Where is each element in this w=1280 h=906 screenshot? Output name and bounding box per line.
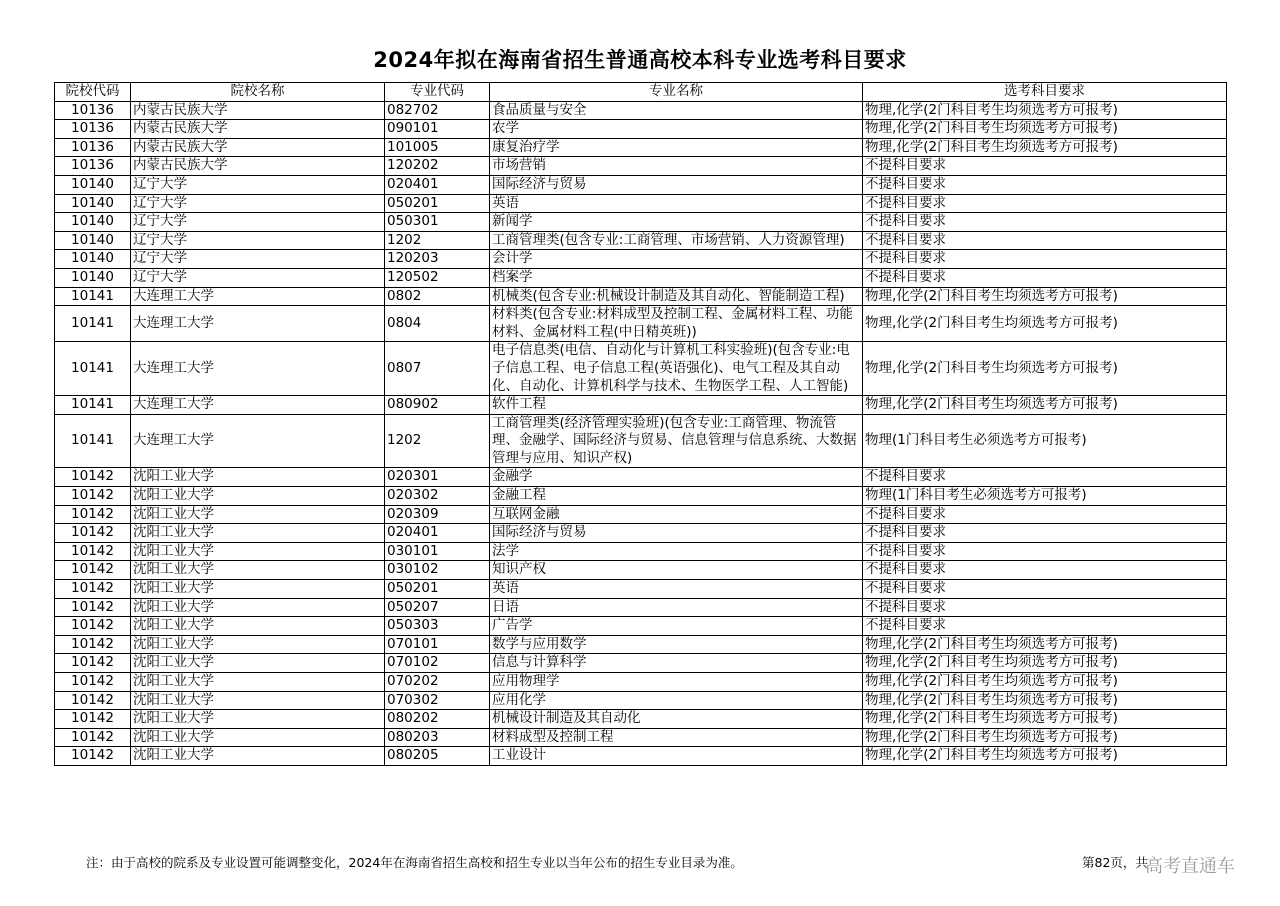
table-row xyxy=(55,487,1227,506)
cell-school-code: 10142 xyxy=(55,710,131,729)
cell-major-code: 050201 xyxy=(385,194,490,213)
cell-major-code: 120203 xyxy=(385,250,490,269)
cell-major-code: 080202 xyxy=(385,710,490,729)
cell-major-name: 英语 xyxy=(490,580,863,599)
table-row xyxy=(55,120,1227,139)
cell-major-name: 工业设计 xyxy=(490,747,863,766)
table-row xyxy=(55,138,1227,157)
cell-school-code: 10142 xyxy=(55,635,131,654)
cell-school-code: 10136 xyxy=(55,138,131,157)
cell-subject-requirement: 不提科目要求 xyxy=(863,231,1227,250)
cell-school-code: 10142 xyxy=(55,505,131,524)
cell-subject-requirement: 不提科目要求 xyxy=(863,524,1227,543)
cell-school-code: 10141 xyxy=(55,342,131,396)
cell-subject-requirement: 物理,化学(2门科目考生均须选考方可报考) xyxy=(863,654,1227,673)
cell-major-name: 英语 xyxy=(490,194,863,213)
cell-school-code: 10142 xyxy=(55,617,131,636)
table-row xyxy=(55,542,1227,561)
table-row xyxy=(55,342,1227,396)
cell-major-code: 1202 xyxy=(385,414,490,468)
cell-school-code: 10141 xyxy=(55,396,131,415)
cell-school-name: 辽宁大学 xyxy=(131,231,385,250)
cell-major-code: 070102 xyxy=(385,654,490,673)
cell-school-name: 沈阳工业大学 xyxy=(131,487,385,506)
table-row xyxy=(55,580,1227,599)
cell-major-name: 法学 xyxy=(490,542,863,561)
cell-major-code: 070302 xyxy=(385,691,490,710)
cell-subject-requirement: 不提科目要求 xyxy=(863,505,1227,524)
cell-school-name: 沈阳工业大学 xyxy=(131,598,385,617)
cell-major-name: 材料类(包含专业:材料成型及控制工程、金属材料工程、功能材料、金属材料工程(中日精英班)) xyxy=(490,306,863,342)
cell-subject-requirement: 不提科目要求 xyxy=(863,194,1227,213)
cell-school-name: 沈阳工业大学 xyxy=(131,524,385,543)
cell-school-name: 内蒙古民族大学 xyxy=(131,157,385,176)
cell-major-code: 080203 xyxy=(385,728,490,747)
cell-school-name: 大连理工大学 xyxy=(131,342,385,396)
cell-school-name: 沈阳工业大学 xyxy=(131,617,385,636)
page-number: 第82页，共 xyxy=(1082,855,1148,870)
cell-school-name: 大连理工大学 xyxy=(131,414,385,468)
table-row xyxy=(55,468,1227,487)
cell-school-name: 沈阳工业大学 xyxy=(131,654,385,673)
cell-school-name: 内蒙古民族大学 xyxy=(131,120,385,139)
cell-school-name: 内蒙古民族大学 xyxy=(131,101,385,120)
cell-subject-requirement: 不提科目要求 xyxy=(863,268,1227,287)
cell-major-code: 080902 xyxy=(385,396,490,415)
cell-school-name: 辽宁大学 xyxy=(131,213,385,232)
cell-subject-requirement: 不提科目要求 xyxy=(863,213,1227,232)
cell-major-name: 金融工程 xyxy=(490,487,863,506)
cell-subject-requirement: 物理,化学(2门科目考生均须选考方可报考) xyxy=(863,747,1227,766)
table-row xyxy=(55,231,1227,250)
cell-school-name: 辽宁大学 xyxy=(131,268,385,287)
cell-major-name: 会计学 xyxy=(490,250,863,269)
cell-school-code: 10142 xyxy=(55,580,131,599)
cell-major-code: 0807 xyxy=(385,342,490,396)
table-row xyxy=(55,691,1227,710)
cell-major-code: 050201 xyxy=(385,580,490,599)
table-row xyxy=(55,175,1227,194)
cell-school-code: 10141 xyxy=(55,287,131,306)
cell-subject-requirement: 物理,化学(2门科目考生均须选考方可报考) xyxy=(863,287,1227,306)
cell-major-code: 120502 xyxy=(385,268,490,287)
cell-major-code: 030101 xyxy=(385,542,490,561)
cell-subject-requirement: 不提科目要求 xyxy=(863,617,1227,636)
cell-major-code: 080205 xyxy=(385,747,490,766)
cell-school-name: 沈阳工业大学 xyxy=(131,728,385,747)
cell-subject-requirement: 物理,化学(2门科目考生均须选考方可报考) xyxy=(863,673,1227,692)
page-title: 2024年拟在海南省招生普通高校本科专业选考科目要求 xyxy=(373,48,907,72)
table-row xyxy=(55,194,1227,213)
table-body xyxy=(55,101,1227,765)
cell-subject-requirement: 不提科目要求 xyxy=(863,561,1227,580)
cell-major-name: 软件工程 xyxy=(490,396,863,415)
cell-subject-requirement: 物理,化学(2门科目考生均须选考方可报考) xyxy=(863,306,1227,342)
cell-major-name: 知识产权 xyxy=(490,561,863,580)
cell-school-name: 辽宁大学 xyxy=(131,175,385,194)
cell-school-code: 10142 xyxy=(55,728,131,747)
cell-school-name: 大连理工大学 xyxy=(131,306,385,342)
cell-school-name: 内蒙古民族大学 xyxy=(131,138,385,157)
cell-major-name: 工商管理类(经济管理实验班)(包含专业:工商管理、物流管理、金融学、国际经济与贸易、信息管理与信息系统、大数据管理与应用、知识产权) xyxy=(490,414,863,468)
cell-school-name: 沈阳工业大学 xyxy=(131,468,385,487)
cell-school-code: 10142 xyxy=(55,673,131,692)
cell-subject-requirement: 不提科目要求 xyxy=(863,157,1227,176)
cell-major-code: 020302 xyxy=(385,487,490,506)
cell-major-code: 120202 xyxy=(385,157,490,176)
watermark: 高考直通车 xyxy=(1145,856,1235,877)
cell-major-name: 应用化学 xyxy=(490,691,863,710)
cell-subject-requirement: 不提科目要求 xyxy=(863,580,1227,599)
cell-subject-requirement: 物理,化学(2门科目考生均须选考方可报考) xyxy=(863,396,1227,415)
cell-subject-requirement: 物理(1门科目考生必须选考方可报考) xyxy=(863,414,1227,468)
cell-school-name: 大连理工大学 xyxy=(131,287,385,306)
cell-school-code: 10142 xyxy=(55,654,131,673)
cell-major-name: 国际经济与贸易 xyxy=(490,524,863,543)
cell-subject-requirement: 不提科目要求 xyxy=(863,250,1227,269)
cell-school-code: 10136 xyxy=(55,120,131,139)
cell-school-name: 沈阳工业大学 xyxy=(131,710,385,729)
cell-major-name: 信息与计算科学 xyxy=(490,654,863,673)
cell-major-name: 互联网金融 xyxy=(490,505,863,524)
footnote: 注：由于高校的院系及专业设置可能调整变化，2024年在海南省招生高校和招生专业以当年公布的招生专业目录为准。 xyxy=(86,855,743,870)
cell-major-name: 应用物理学 xyxy=(490,673,863,692)
cell-school-code: 10140 xyxy=(55,231,131,250)
cell-subject-requirement: 不提科目要求 xyxy=(863,175,1227,194)
cell-subject-requirement: 物理,化学(2门科目考生均须选考方可报考) xyxy=(863,342,1227,396)
table-row xyxy=(55,250,1227,269)
table-row xyxy=(55,157,1227,176)
cell-major-code: 0802 xyxy=(385,287,490,306)
cell-school-code: 10142 xyxy=(55,561,131,580)
header-major-name: 专业名称 xyxy=(490,83,863,102)
cell-school-name: 辽宁大学 xyxy=(131,250,385,269)
cell-school-name: 沈阳工业大学 xyxy=(131,635,385,654)
cell-school-name: 沈阳工业大学 xyxy=(131,542,385,561)
table-row xyxy=(55,635,1227,654)
cell-major-code: 070101 xyxy=(385,635,490,654)
cell-school-code: 10142 xyxy=(55,691,131,710)
table-row xyxy=(55,561,1227,580)
cell-subject-requirement: 不提科目要求 xyxy=(863,598,1227,617)
cell-major-name: 数学与应用数学 xyxy=(490,635,863,654)
table-row xyxy=(55,505,1227,524)
cell-school-code: 10141 xyxy=(55,414,131,468)
cell-school-code: 10136 xyxy=(55,157,131,176)
table-row xyxy=(55,287,1227,306)
cell-school-name: 沈阳工业大学 xyxy=(131,747,385,766)
cell-school-code: 10142 xyxy=(55,542,131,561)
cell-major-code: 030102 xyxy=(385,561,490,580)
table-row xyxy=(55,617,1227,636)
cell-major-code: 050207 xyxy=(385,598,490,617)
table-row xyxy=(55,728,1227,747)
cell-major-name: 食品质量与安全 xyxy=(490,101,863,120)
table-row xyxy=(55,710,1227,729)
cell-subject-requirement: 物理,化学(2门科目考生均须选考方可报考) xyxy=(863,691,1227,710)
cell-school-code: 10140 xyxy=(55,213,131,232)
cell-major-code: 090101 xyxy=(385,120,490,139)
cell-subject-requirement: 物理,化学(2门科目考生均须选考方可报考) xyxy=(863,138,1227,157)
cell-major-code: 101005 xyxy=(385,138,490,157)
header-subject-requirement: 选考科目要求 xyxy=(863,83,1227,102)
cell-major-name: 农学 xyxy=(490,120,863,139)
cell-major-name: 机械设计制造及其自动化 xyxy=(490,710,863,729)
cell-major-code: 050303 xyxy=(385,617,490,636)
cell-school-name: 大连理工大学 xyxy=(131,396,385,415)
cell-major-name: 广告学 xyxy=(490,617,863,636)
cell-school-name: 沈阳工业大学 xyxy=(131,505,385,524)
table-row xyxy=(55,396,1227,415)
table-row xyxy=(55,414,1227,468)
cell-major-code: 020301 xyxy=(385,468,490,487)
cell-major-name: 国际经济与贸易 xyxy=(490,175,863,194)
table-row xyxy=(55,268,1227,287)
table-row xyxy=(55,524,1227,543)
cell-school-code: 10142 xyxy=(55,468,131,487)
cell-major-name: 档案学 xyxy=(490,268,863,287)
cell-school-code: 10142 xyxy=(55,598,131,617)
table-row xyxy=(55,101,1227,120)
cell-subject-requirement: 物理,化学(2门科目考生均须选考方可报考) xyxy=(863,728,1227,747)
cell-major-name: 机械类(包含专业:机械设计制造及其自动化、智能制造工程) xyxy=(490,287,863,306)
cell-school-code: 10140 xyxy=(55,268,131,287)
cell-major-name: 康复治疗学 xyxy=(490,138,863,157)
cell-school-name: 沈阳工业大学 xyxy=(131,673,385,692)
cell-school-code: 10140 xyxy=(55,194,131,213)
table-row xyxy=(55,213,1227,232)
cell-major-code: 020309 xyxy=(385,505,490,524)
header-row xyxy=(55,83,1227,102)
cell-subject-requirement: 不提科目要求 xyxy=(863,542,1227,561)
cell-school-name: 辽宁大学 xyxy=(131,194,385,213)
cell-major-code: 0804 xyxy=(385,306,490,342)
header-major-code: 专业代码 xyxy=(385,83,490,102)
cell-school-code: 10141 xyxy=(55,306,131,342)
cell-school-code: 10140 xyxy=(55,175,131,194)
cell-major-name: 市场营销 xyxy=(490,157,863,176)
cell-major-name: 工商管理类(包含专业:工商管理、市场营销、人力资源管理) xyxy=(490,231,863,250)
cell-subject-requirement: 物理,化学(2门科目考生均须选考方可报考) xyxy=(863,710,1227,729)
header-school-code: 院校代码 xyxy=(55,83,131,102)
cell-major-name: 金融学 xyxy=(490,468,863,487)
cell-school-name: 沈阳工业大学 xyxy=(131,691,385,710)
cell-school-name: 沈阳工业大学 xyxy=(131,561,385,580)
table-row xyxy=(55,673,1227,692)
requirements-table xyxy=(54,82,1227,766)
cell-subject-requirement: 不提科目要求 xyxy=(863,468,1227,487)
cell-subject-requirement: 物理,化学(2门科目考生均须选考方可报考) xyxy=(863,101,1227,120)
cell-major-code: 1202 xyxy=(385,231,490,250)
cell-major-name: 日语 xyxy=(490,598,863,617)
cell-school-code: 10142 xyxy=(55,487,131,506)
cell-major-code: 050301 xyxy=(385,213,490,232)
table-row xyxy=(55,654,1227,673)
cell-school-code: 10140 xyxy=(55,250,131,269)
table-row xyxy=(55,598,1227,617)
table-header xyxy=(55,83,1227,102)
cell-subject-requirement: 物理,化学(2门科目考生均须选考方可报考) xyxy=(863,120,1227,139)
cell-major-name: 电子信息类(电信、自动化与计算机工科实验班)(包含专业:电子信息工程、电子信息工程(英语强化)、电气工程及其自动化、自动化、计算机科学与技术、生物医学工程、人工智能) xyxy=(490,342,863,396)
cell-subject-requirement: 物理,化学(2门科目考生均须选考方可报考) xyxy=(863,635,1227,654)
table-row xyxy=(55,306,1227,342)
cell-major-name: 材料成型及控制工程 xyxy=(490,728,863,747)
header-school-name: 院校名称 xyxy=(131,83,385,102)
cell-major-code: 070202 xyxy=(385,673,490,692)
cell-school-code: 10142 xyxy=(55,524,131,543)
cell-major-code: 020401 xyxy=(385,524,490,543)
cell-subject-requirement: 物理(1门科目考生必须选考方可报考) xyxy=(863,487,1227,506)
table-row xyxy=(55,747,1227,766)
cell-school-name: 沈阳工业大学 xyxy=(131,580,385,599)
cell-major-name: 新闻学 xyxy=(490,213,863,232)
cell-school-code: 10136 xyxy=(55,101,131,120)
cell-major-code: 020401 xyxy=(385,175,490,194)
cell-school-code: 10142 xyxy=(55,747,131,766)
cell-major-code: 082702 xyxy=(385,101,490,120)
